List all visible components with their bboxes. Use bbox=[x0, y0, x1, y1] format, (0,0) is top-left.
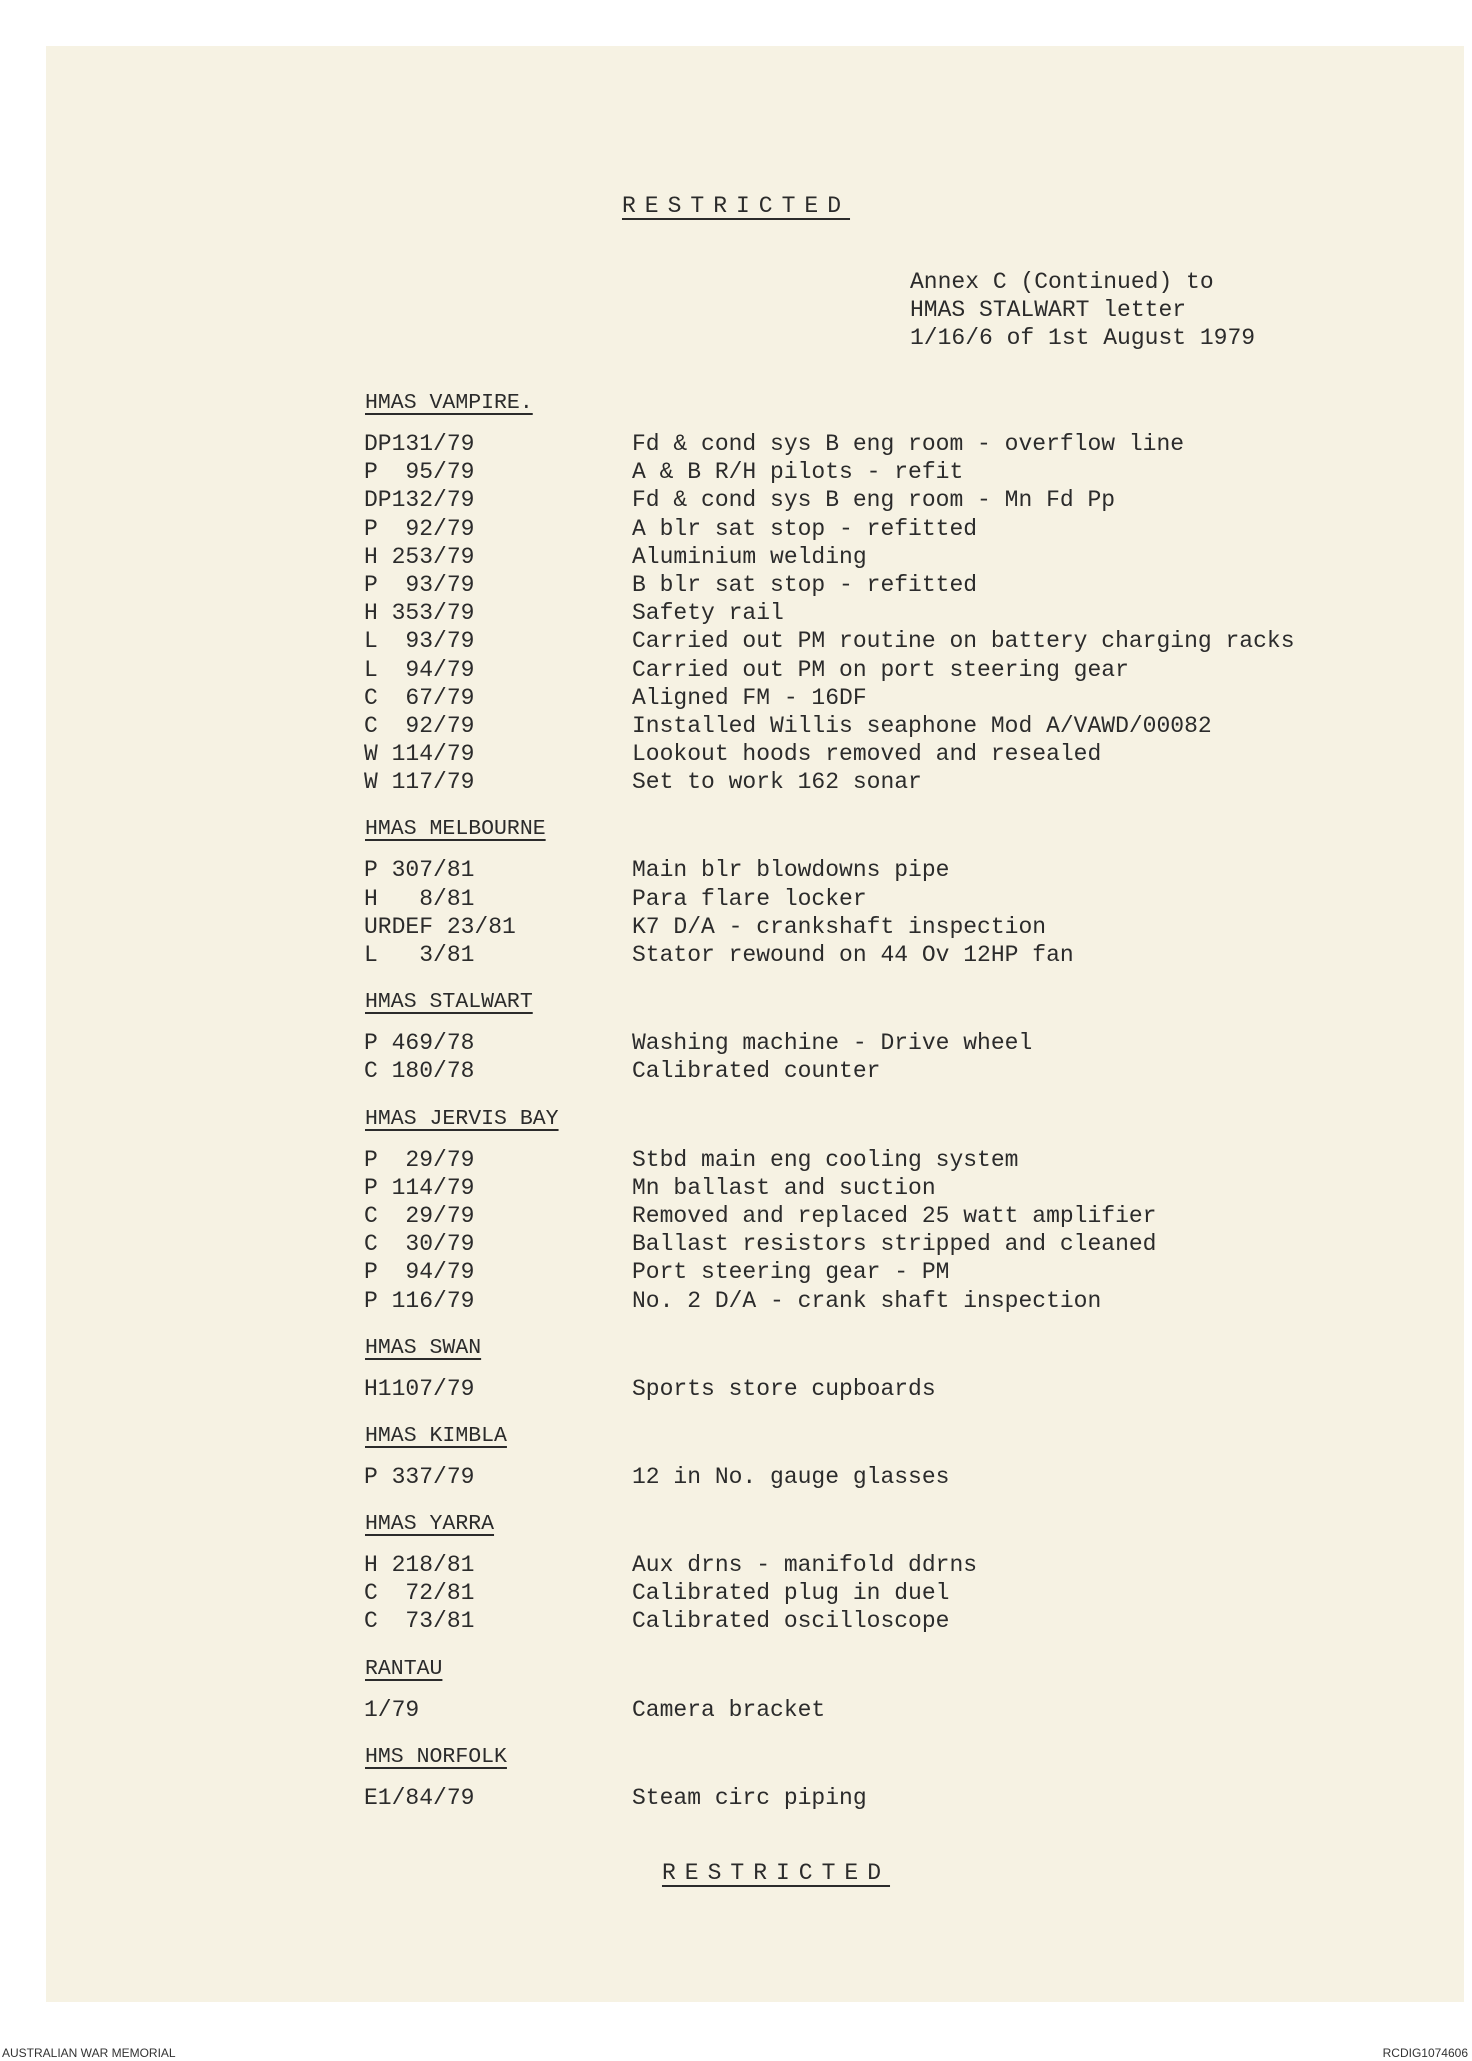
work-item-row bbox=[364, 684, 1344, 712]
section-gap bbox=[364, 1724, 1344, 1742]
work-item-ref: C 180/78 bbox=[364, 1058, 475, 1085]
work-item-description: Stbd main eng cooling system bbox=[632, 1146, 1019, 1173]
work-item-ref: P 92/79 bbox=[364, 515, 475, 542]
work-item-ref: URDEF 23/81 bbox=[364, 913, 516, 940]
work-item-ref: P 93/79 bbox=[364, 571, 475, 598]
work-list bbox=[364, 388, 1344, 1830]
work-item-description: Aluminium welding bbox=[632, 543, 867, 570]
ship-name bbox=[365, 814, 1344, 844]
ship-section bbox=[364, 1421, 1344, 1509]
footer-classification-text: RESTRICTED bbox=[661, 1860, 891, 1886]
ship-name bbox=[365, 1654, 1344, 1684]
work-item-ref: C 72/81 bbox=[364, 1580, 475, 1607]
work-item-description: K7 D/A - crankshaft inspection bbox=[632, 913, 1047, 940]
section-gap bbox=[364, 1491, 1344, 1509]
work-item-ref: P 94/79 bbox=[364, 1259, 475, 1286]
work-item-description: Removed and replaced 25 watt amplifier bbox=[632, 1202, 1157, 1229]
work-item-description: Installed Willis seaphone Mod A/VAWD/00082 bbox=[632, 712, 1212, 739]
work-item-ref: H 353/79 bbox=[364, 600, 475, 627]
ship-name-text: HMAS KIMBLA bbox=[365, 1423, 507, 1448]
ship-name bbox=[365, 1421, 1344, 1451]
work-item-ref: P 337/79 bbox=[364, 1463, 475, 1490]
work-item-ref: H 253/79 bbox=[364, 543, 475, 570]
ship-section bbox=[364, 987, 1344, 1103]
work-item-description: Fd & cond sys B eng room - Mn Fd Pp bbox=[632, 487, 1116, 514]
work-item-row bbox=[364, 1375, 1344, 1403]
work-item-ref: P 116/79 bbox=[364, 1287, 475, 1314]
work-item-row bbox=[364, 740, 1344, 768]
work-item-ref: P 29/79 bbox=[364, 1146, 475, 1173]
work-item-row bbox=[364, 656, 1344, 684]
work-item-ref: P 469/78 bbox=[364, 1030, 475, 1057]
work-item-ref: W 114/79 bbox=[364, 741, 475, 768]
annex-line-1: Annex C (Continued) to bbox=[910, 269, 1214, 295]
work-item-description: Steam circ piping bbox=[632, 1784, 867, 1811]
work-item-row bbox=[364, 1607, 1344, 1635]
work-item-row bbox=[364, 1287, 1344, 1315]
ship-section bbox=[364, 814, 1344, 987]
work-item-row bbox=[364, 712, 1344, 740]
work-item-description: Carried out PM on port steering gear bbox=[632, 656, 1129, 683]
work-item-row bbox=[364, 856, 1344, 884]
work-item-description: Fd & cond sys B eng room - overflow line bbox=[632, 431, 1185, 457]
work-item-row bbox=[364, 1230, 1344, 1258]
work-item-description: Calibrated plug in duel bbox=[632, 1580, 950, 1607]
ship-name-text: HMAS STALWART bbox=[365, 990, 533, 1015]
work-item-description: Ballast resistors stripped and cleaned bbox=[632, 1231, 1157, 1258]
archive-credit: AUSTRALIAN WAR MEMORIAL bbox=[2, 2046, 176, 2060]
work-item-description: Para flare locker bbox=[632, 885, 867, 912]
work-item-ref: P 95/79 bbox=[364, 459, 475, 486]
work-item-description: Washing machine - Drive wheel bbox=[632, 1030, 1033, 1057]
work-item-ref: E1/84/79 bbox=[364, 1784, 475, 1811]
work-item-row bbox=[364, 1784, 1344, 1812]
work-item-row bbox=[364, 1463, 1344, 1491]
annex-line-3: 1/16/6 of 1st August 1979 bbox=[910, 325, 1256, 351]
work-item-ref: C 30/79 bbox=[364, 1231, 475, 1258]
work-item-description: Aux drns - manifold ddrns bbox=[632, 1552, 978, 1579]
work-item-ref: W 117/79 bbox=[364, 769, 475, 796]
work-item-row bbox=[364, 599, 1344, 627]
work-item-description: Lookout hoods removed and resealed bbox=[632, 741, 1102, 768]
section-gap bbox=[364, 1812, 1344, 1830]
work-item-row bbox=[364, 458, 1344, 486]
work-item-description: Calibrated counter bbox=[632, 1058, 881, 1085]
work-item-ref: L 3/81 bbox=[364, 942, 475, 968]
work-item-ref: H 8/81 bbox=[364, 885, 475, 912]
section-gap bbox=[364, 1636, 1344, 1654]
work-item-description: Carried out PM routine on battery charging racks bbox=[632, 628, 1295, 655]
ship-name bbox=[365, 1333, 1344, 1363]
work-item-row bbox=[364, 543, 1344, 571]
work-item-description: Aligned FM - 16DF bbox=[632, 684, 867, 711]
work-item-row bbox=[364, 627, 1344, 655]
ship-name-text: RANTAU bbox=[365, 1656, 443, 1681]
work-item-description: Port steering gear - PM bbox=[632, 1259, 950, 1286]
work-item-description: Mn ballast and suction bbox=[632, 1174, 936, 1201]
work-item-row bbox=[364, 1202, 1344, 1230]
header-classification-text: RESTRICTED bbox=[621, 193, 851, 219]
work-item-row bbox=[364, 1029, 1344, 1057]
work-item-description: No. 2 D/A - crank shaft inspection bbox=[632, 1287, 1102, 1314]
work-item-ref: C 92/79 bbox=[364, 712, 475, 739]
ship-name-text: HMS NORFOLK bbox=[365, 1744, 507, 1769]
ship-section bbox=[364, 388, 1344, 814]
work-item-ref: L 94/79 bbox=[364, 656, 475, 683]
work-item-ref: C 67/79 bbox=[364, 684, 475, 711]
work-item-row bbox=[364, 1258, 1344, 1286]
work-item-row bbox=[364, 1696, 1344, 1724]
work-item-ref: C 29/79 bbox=[364, 1202, 475, 1229]
work-item-description: B blr sat stop - refitted bbox=[632, 571, 978, 598]
header-classification bbox=[0, 193, 1472, 219]
work-item-description: A blr sat stop - refitted bbox=[632, 515, 978, 542]
work-item-row bbox=[364, 1551, 1344, 1579]
work-item-description: A & B R/H pilots - refit bbox=[632, 459, 964, 486]
work-item-description: Safety rail bbox=[632, 600, 784, 627]
annex-line-2: HMAS STALWART letter bbox=[910, 297, 1187, 323]
ship-name-text: HMAS VAMPIRE. bbox=[365, 391, 533, 415]
work-item-ref: DP131/79 bbox=[364, 431, 475, 457]
section-gap bbox=[364, 969, 1344, 987]
footer-classification bbox=[40, 1860, 1472, 1886]
work-item-row bbox=[364, 941, 1344, 969]
ship-section bbox=[364, 1654, 1344, 1742]
section-gap bbox=[364, 1315, 1344, 1333]
ship-section bbox=[364, 1333, 1344, 1421]
work-item-ref: 1/79 bbox=[364, 1696, 420, 1723]
work-item-row bbox=[364, 1174, 1344, 1202]
work-item-row bbox=[364, 515, 1344, 543]
work-item-row bbox=[364, 571, 1344, 599]
ship-name bbox=[365, 1742, 1344, 1772]
work-item-description: 12 in No. gauge glasses bbox=[632, 1463, 950, 1490]
work-item-row bbox=[364, 1146, 1344, 1174]
ship-name-text: HMAS YARRA bbox=[365, 1512, 495, 1537]
ship-name bbox=[365, 987, 1344, 1017]
section-gap bbox=[364, 1086, 1344, 1104]
work-item-row bbox=[364, 486, 1344, 514]
work-item-row bbox=[364, 1579, 1344, 1607]
work-item-ref: P 307/81 bbox=[364, 857, 475, 884]
work-item-row bbox=[364, 913, 1344, 941]
work-item-ref: H1107/79 bbox=[364, 1375, 475, 1402]
work-item-row bbox=[364, 1057, 1344, 1085]
annex-reference bbox=[910, 268, 1255, 352]
ship-name bbox=[365, 1509, 1344, 1539]
section-gap bbox=[364, 1403, 1344, 1421]
ship-name bbox=[365, 1104, 1344, 1134]
work-item-description: Sports store cupboards bbox=[632, 1375, 936, 1402]
ship-name-text: HMAS SWAN bbox=[365, 1335, 482, 1360]
work-item-ref: P 114/79 bbox=[364, 1174, 475, 1201]
work-item-ref: DP132/79 bbox=[364, 487, 475, 514]
ship-section bbox=[364, 1509, 1344, 1654]
work-item-description: Calibrated oscilloscope bbox=[632, 1608, 950, 1635]
work-item-ref: C 73/81 bbox=[364, 1608, 475, 1635]
work-item-description: Camera bracket bbox=[632, 1696, 826, 1723]
work-item-description: Set to work 162 sonar bbox=[632, 769, 922, 796]
work-item-row bbox=[364, 885, 1344, 913]
work-item-ref: H 218/81 bbox=[364, 1552, 475, 1579]
ship-section bbox=[364, 1742, 1344, 1830]
work-item-description: Main blr blowdowns pipe bbox=[632, 857, 950, 884]
ship-name-text: HMAS JERVIS BAY bbox=[365, 1106, 559, 1131]
ship-name-text: HMAS MELBOURNE bbox=[365, 817, 546, 842]
work-item-description: Stator rewound on 44 Ov 12HP fan bbox=[632, 942, 1074, 968]
work-item-ref: L 93/79 bbox=[364, 628, 475, 655]
ship-section bbox=[364, 1104, 1344, 1333]
section-gap bbox=[364, 796, 1344, 814]
archive-id: RCDIG1074606 bbox=[1382, 2046, 1468, 2060]
work-item-row bbox=[364, 430, 1344, 458]
ship-name bbox=[365, 388, 1344, 418]
work-item-row bbox=[364, 768, 1344, 796]
